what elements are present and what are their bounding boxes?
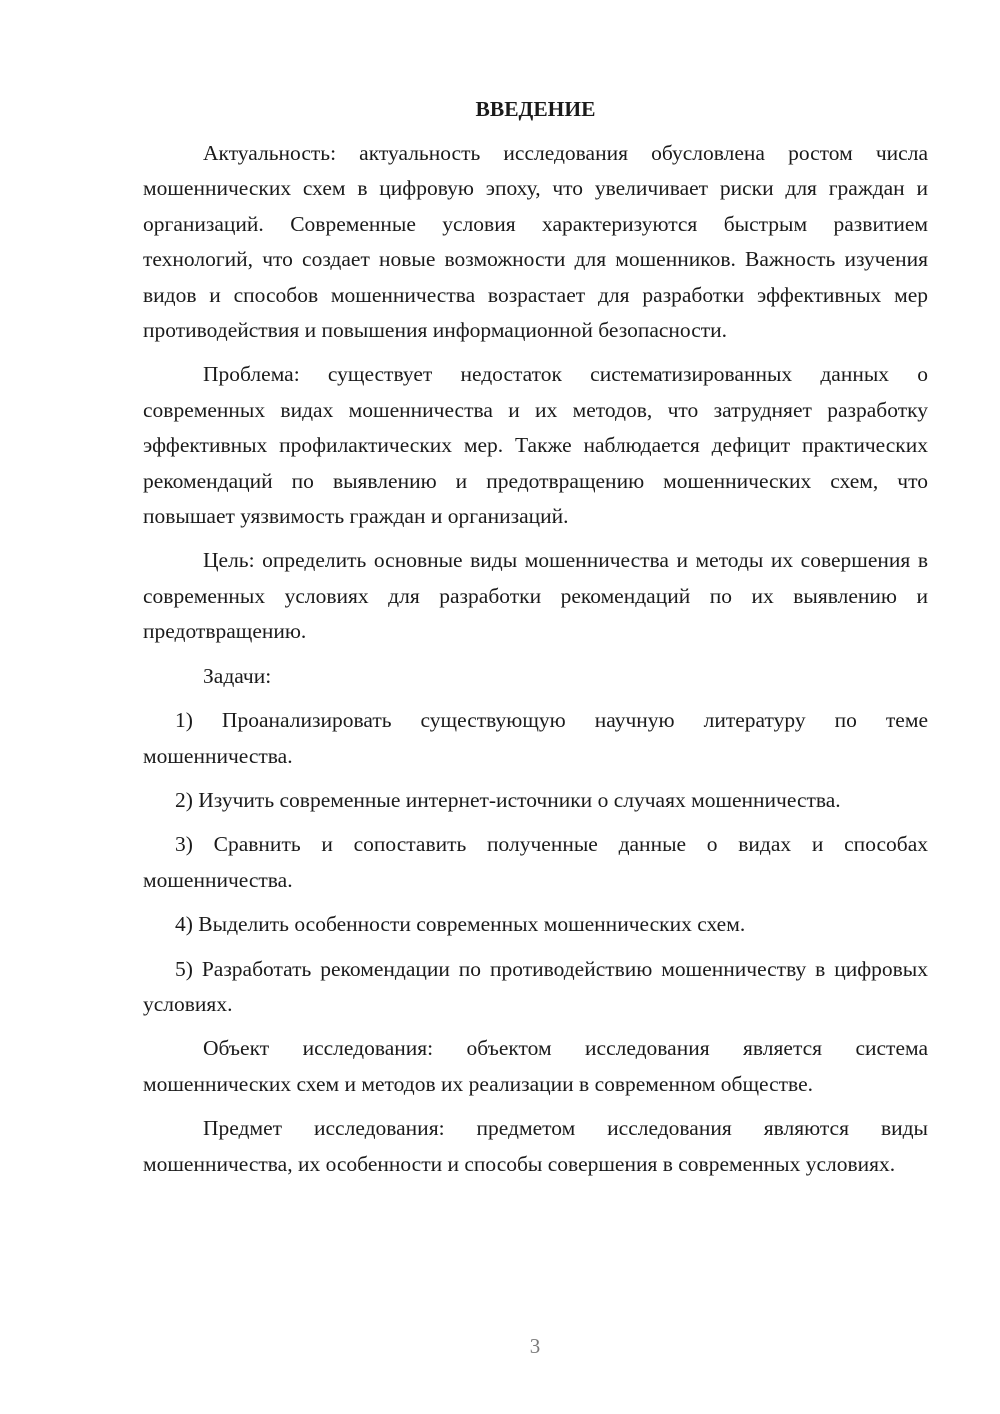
task-item: 1) Проанализировать существующую научную литературу по теме мошенничества. <box>143 708 928 768</box>
page-content <box>143 94 928 1191</box>
object-paragraph: Объект исследования: объектом исследования является система мошеннических схем и методов их реализации в современном обществе. <box>143 1036 928 1096</box>
problem-paragraph: Проблема: существует недостаток систематизированных данных о современных видах мошенничества и их методов, что затрудняет разработку эффективных профилактических мер. Также наблюдается дефицит практических рекомендаций по выявлению и предотвращению мошеннических схем, что повышает уязвимость граждан и организаций. <box>143 362 928 529</box>
subject-paragraph: Предмет исследования: предметом исследования являются виды мошенничества, их особенности и способы совершения в современных условиях. <box>143 1116 928 1176</box>
task-item: 4) Выделить особенности современных мошеннических схем. <box>175 912 746 937</box>
task-item: 2) Изучить современные интернет-источники о случаях мошенничества. <box>175 787 841 812</box>
page-number: 3 <box>529 1334 541 1358</box>
task-item: 5) Разработать рекомендации по противодействию мошенничеству в цифровых условиях. <box>143 956 928 1016</box>
task-item: 3) Сравнить и сопоставить полученные данные о видах и способах мошенничества. <box>143 832 928 892</box>
tasks-label: Задачи: <box>203 663 272 688</box>
relevance-paragraph: Актуальность: актуальность исследования обусловлена ростом числа мошеннических схем в цифровую эпоху, что увеличивает риски для граждан и организаций. Современные условия характеризуются быстрым развитием технологий, что создает новые возможности для мошенников. Важность изучения видов и способов мошенничества возрастает для разработки эффективных мер противодействия и повышения информационной безопасности. <box>143 141 928 343</box>
page-title: ВВЕДЕНИЕ <box>475 97 596 121</box>
goal-paragraph: Цель: определить основные виды мошенничества и методы их совершения в современных условиях для разработки рекомендаций по их выявлению и предотвращению. <box>143 548 928 644</box>
